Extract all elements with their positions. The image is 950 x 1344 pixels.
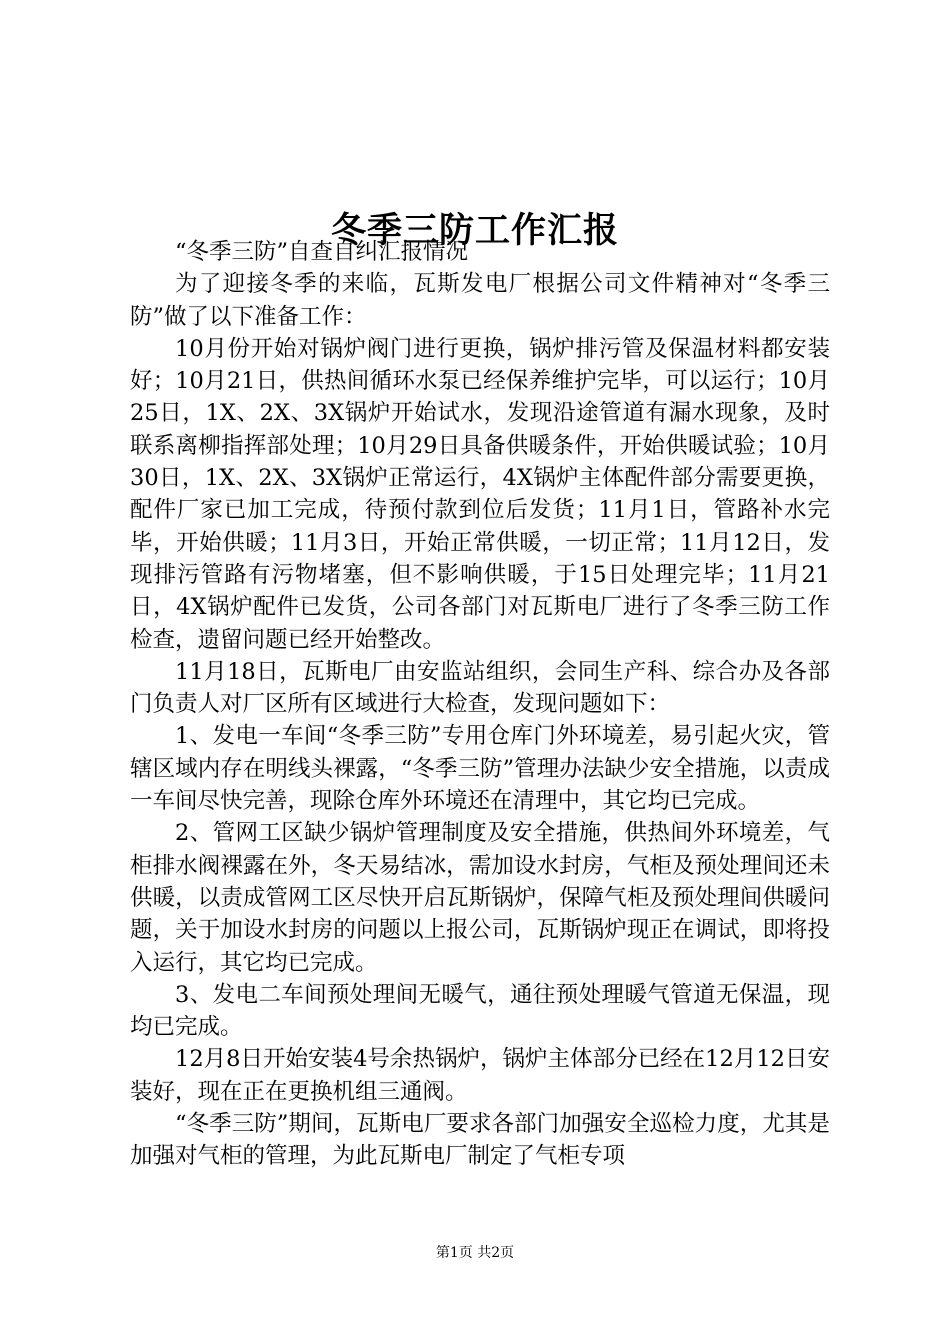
document-title: 冬季三防工作汇报 — [330, 211, 619, 252]
paragraph-issue-2: 2、管网工区缺少锅炉管理制度及安全措施，供热间外环境差，气柜排水阀裸露在外，冬天易结冰，需加设水封房，气柜及预处理间还未供暖，以责成管网工区尽快开启瓦斯锅炉，保障气柜及预处理间供暖问题，关于加设水封房的问题以上报公司，瓦斯锅炉现正在调试，即将投入运行，其它均已完成。 — [130, 820, 830, 976]
paragraph-preparation: 10月份开始对锅炉阀门进行更换，锅炉排污管及保温材料都安装好；10月21日，供热间循环水泵已经保养维护完毕，可以运行；10月25日，1X、2X、3X锅炉开始试水，发现沿途管道有漏水现象，及时联系离柳指挥部处理；10月29日具备供暖条件，开始供暖试验；10月30日，1X、2X、3X锅炉正常运行，4X锅炉主体配件部分需要更换，配件厂家已加工完成，待预付款到位后发货；11月1日，管路补水完毕，开始供暖；11月3日，开始正常供暖，一切正常；11月12日，发现排污管路有污物堵塞，但不影响供暖，于15日处理完毕；11月21日，4X锅炉配件已发货，公司各部门对瓦斯电厂进行了冬季三防工作检查，遗留问题已经开始整改。 — [130, 335, 830, 653]
paragraph-issue-3: 3、发电二车间预处理间无暖气，通往预处理暖气管道无保温，现均已完成。 — [130, 981, 830, 1041]
paragraph-subtitle: “冬季三防”自查自纠汇报情况 — [175, 239, 469, 265]
paragraph-intro: 为了迎接冬季的来临，瓦斯发电厂根据公司文件精神对“冬季三防”做了以下准备工作： — [130, 271, 830, 330]
paragraph-boiler-install: 12月8日开始安装4号余热锅炉，锅炉主体部分已经在12月12日安装好，现在正在更换机组三通阀。 — [130, 1046, 830, 1105]
paragraph-inspection: 11月18日，瓦斯电厂由安监站组织，会同生产科、综合办及各部门负责人对厂区所有区域进行大检查，发现问题如下： — [130, 658, 830, 718]
paragraph-safety: “冬季三防”期间，瓦斯电厂要求各部门加强安全巡检力度，尤其是加强对气柜的管理，为此瓦斯电厂制定了气柜专项 — [130, 1111, 830, 1170]
paragraph-issue-1: 1、发电一车间“冬季三防”专用仓库门外环境差，易引起火灾，管辖区域内存在明线头裸露，“冬季三防”管理办法缺少安全措施，以责成一车间尽快完善，现除仓库外环境还在清理中，其它均已完成。 — [130, 723, 830, 815]
document-body — [130, 236, 830, 1173]
page-footer: 第1页 共2页 — [435, 1245, 515, 1261]
